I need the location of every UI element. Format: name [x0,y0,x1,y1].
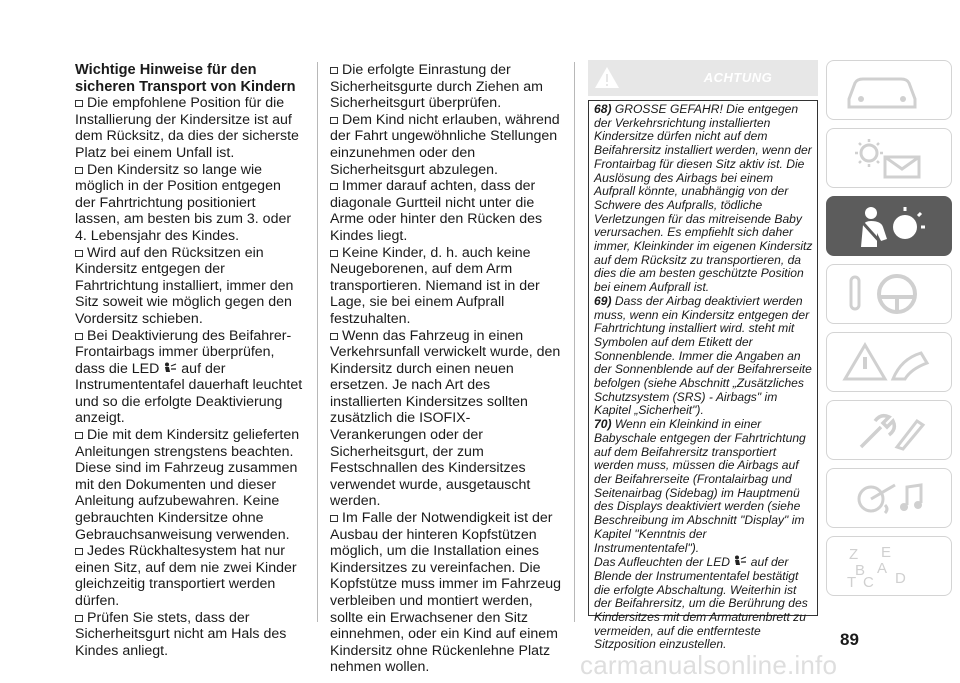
bullet-icon [330,250,338,257]
bullet-icon [330,117,338,124]
bullet-icon [330,333,338,340]
bullet-icon [330,67,338,74]
index-letter: E [881,544,892,561]
warning-triangle-icon [841,339,937,385]
bullet-item: Keine Kinder, d. h. auch keine Neugeborenen, auf dem Arm transportieren. Niemand ist in der Lage, sie bei einem Aufprall festzuhalten. [330,244,540,327]
media-icon [841,475,937,521]
index-letters-icon [841,543,937,589]
bullet-item: Wenn das Fahrzeug in einen Verkehrsunfall verwickelt wurde, den Kindersitz durch einen neuen ersetzen. Je nach Art des installierten Kindersitzes sollten zusätzlich die ISOFIX-Verankerungen oder der Sicherheitsgurt, der zum Festschnallen des Kindersitzes verwendet wurde, ausgetauscht werden. [330,327,561,510]
tab-car[interactable] [826,60,952,120]
column-divider [574,62,575,622]
bullet-item: Den Kindersitz so lange wie möglich in der Position entgegen der Fahrtrichtung positioniert lassen, am besten bis zum 3. oder 4. Lebensjahr des Kindes. [75,161,292,244]
bullet-item: Die erfolgte Einrastung der Sicherheitsgurte durch Ziehen am Sicherheitsgurt überprüfen. [330,62,543,112]
bullet-icon [75,250,83,257]
bullet-icon [75,333,83,340]
bullet-item: Die empfohlene Position für die Installierung der Kindersitze ist auf dem Rücksitz, da dies der sicherste Platz bei einem Unfall ist. [75,95,299,161]
airbag-off-led-icon [733,555,747,567]
index-letter: C [863,574,874,589]
left-column [75,62,303,659]
tab-start-driving[interactable] [826,264,952,324]
bullet-icon [75,100,83,107]
index-letter: T [847,574,857,589]
index-letter: Z [849,546,859,563]
index-letter: D [895,570,906,587]
warning-item: 70) Wenn ein Kleinkind in einer Babyschale entgegen der Fahrtrichtung auf dem Beifahrersitz transportiert werden muss, müssen die Airbags auf der Beifahrerseite (Frontalairbag und Seitenairbag (Sidebag) im Hauptmenü des Displays deaktiviert werden (siehe Beschreibung im Abschnitt "Display" im Kapitel "Kenntnis der Instrumententafel"). [594,417,806,555]
warning-header [588,60,818,96]
bullet-icon [75,548,83,555]
bullet-item: Wird auf den Rücksitzen ein Kindersitz entgegen der Fahrtrichtung installiert, immer den Sitz soweit wie möglich gegen den Vordersitz schieben. [75,244,294,327]
bullet-item: Jedes Rückhaltesystem hat nur einen Sitz, auf dem nie zwei Kinder gleichzeitig transportiert werden dürfen. [75,543,297,609]
bullet-item: Immer darauf achten, dass der diagonale Gurtteil nicht unter die Arme oder hinter den Rücken des Kindes liegt. [330,178,543,244]
chapter-tabs [826,60,956,604]
warning-title: ACHTUNG [703,70,773,85]
warning-triangle-icon [594,66,620,89]
bullet-item: Die mit dem Kindersitz gelieferten Anleitungen strengstens beachten. Diese sind im Fahrzeug zusammen mit den Dokumenten und dieser Anleitung aufzubewahren. Keine gebrauchten Kindersitze ohne Gebrauchsanweisung verwenden. [75,427,300,543]
bullet-icon [75,615,83,622]
warning-item: Das Aufleuchten der LED auf der Blende der Instrumententafel bestätigt die erfolgte Abschaltung. Weiterhin ist der Beifahrersitz, um die Berührung des Kindersitzes mit dem Armaturenbrett zu vermeiden, auf die entfernteste Sitzposition einzustellen. [594,555,808,652]
index-letter: A [877,560,888,577]
page-number: 89 [840,630,859,649]
warning-item: 69) Dass der Airbag deaktiviert werden muss, wenn ein Kindersitz entgegen der Fahrtrichtung installiert wird. steht mit Symbolen auf dem Etikett der Sonnenblende. Immer die Angaben an der Sonnenblende auf der Beifahrerseite befolgen (siehe Abschnitt „Zusätzliches Schutzsystem (SRS) - Airbags" im Kapitel „Sicherheit"). [594,293,812,418]
key-steering-icon [841,271,937,317]
section-heading: Wichtige Hinweise für den sicheren Transport von Kindern [75,62,296,95]
warning-content [588,100,818,652]
tab-multimedia[interactable] [826,468,952,528]
tab-index[interactable] [826,536,952,596]
tab-emergency[interactable] [826,400,952,460]
seatbelt-airbag-icon [841,203,937,249]
airbag-off-led-icon [163,362,177,374]
column-divider [317,62,318,622]
bullet-item: Im Falle der Notwendigkeit ist der Ausbau der hinteren Kopfstützen möglich, um die Installation eines Kindersitzes zu vereinfachen. Die Kopfstütze muss immer im Fahrzeug verbleiben und montiert werden, sollte ein Erwachsener den Sitz einnehmen, oder ein Kind auf einem Kindersitz ohne Rückenlehne Platz nehmen wollen. [330,510,562,676]
tab-warnings[interactable] [826,332,952,392]
bullet-item: Dem Kind nicht erlauben, während der Fahrt ungewöhnliche Stellungen einzunehmen oder den Sicherheitsgurt abzulegen. [330,111,560,178]
warning-item: 68) GROSSE GEFAHR! Die entgegen der Verkehrsrichtung installierten Kindersitze dürfen nicht auf dem Beifahrersitz installiert werden, wenn der Frontairbag für diesen Sitz aktiv ist. Die Auslösung des Airbags bei einem Aufprall könnte, unabhängig von der Schwere des Aufpralls, tödliche Verletzungen für das mitreisende Baby verursachen. Es empfiehlt sich daher immer, Kleinkinder im eigenen Kindersitz auf dem Rücksitz zu transportieren, da dies die am besten geschützte Position bei einem Aufprall ist. [594,102,813,295]
bullet-icon [330,183,338,190]
car-icon [841,67,937,113]
watermark: carmanualsonline.info [580,650,838,680]
lights-mail-icon [841,135,937,181]
warning-panel [588,60,818,652]
tab-safety[interactable] [826,196,952,256]
middle-column [330,62,562,676]
bullet-item: Bei Deaktivierung des Beifahrer-Frontairbags immer überprüfen, dass die LED auf der Instrumententafel dauerhaft leuchtet und so die erfolgte Deaktivierung anzeigt. [75,327,303,427]
bullet-icon [330,515,338,522]
tab-lights[interactable] [826,128,952,188]
bullet-icon [75,432,83,439]
index-letter: B [855,562,866,579]
tools-icon [841,407,937,453]
bullet-icon [75,167,83,174]
bullet-item: Prüfen Sie stets, dass der Sicherheitsgurt nicht am Hals des Kindes anliegt. [75,609,287,659]
